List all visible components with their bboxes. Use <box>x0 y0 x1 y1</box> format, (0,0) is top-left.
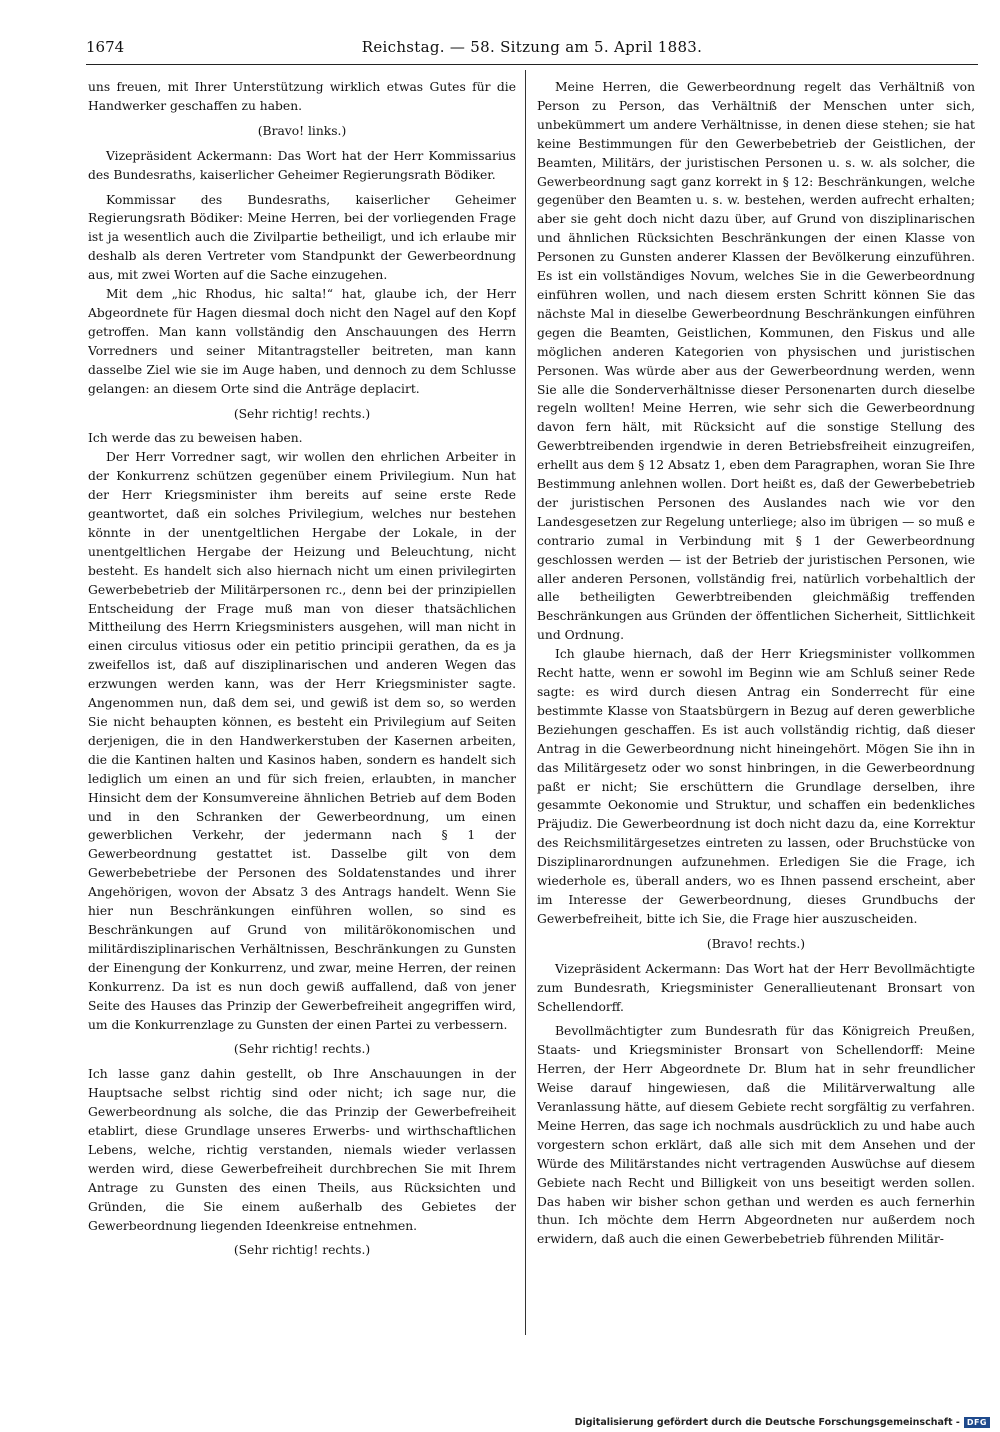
interjection: (Bravo! links.) <box>257 123 347 138</box>
paragraph: Vizepräsident Ackermann: Das Wort hat der Herr Bevollmächtigte zum Bundesrath, Kriegsminister Generallieutenant Bronsart von Schellendorff. <box>537 961 975 1014</box>
paragraph: Ich werde das zu beweisen haben. <box>88 431 303 446</box>
right-column <box>537 78 975 1340</box>
page-title: Reichstag. — 58. Sitzung am 5. April 1883. <box>361 38 703 56</box>
footer <box>575 1415 990 1429</box>
column-divider <box>525 70 526 1335</box>
paragraph: Mit dem „hic Rhodus, hic salta!“ hat, glaube ich, der Herr Abgeordnete für Hagen diesmal doch nicht den Nagel auf den Kopf getroffen. Man kann vollständig den Anschauungen des Herrn Vorredners und seiner Mitantragsteller beitreten, man kann dasselbe Ziel wie sie im Auge haben, und dennoch zu dem Schlusse gelangen: an diesem Orte sind die Anträge deplacirt. <box>88 287 516 396</box>
page-header <box>86 36 978 62</box>
paragraph: Meine Herren, die Gewerbeordnung regelt das Verhältniß von Person zu Person, das Verhältniß der Menschen unter sich, unbekümmert um andere Verhältnisse, in denen diese stehen; sie hat keine Bestimmungen für den Gewerbebetrieb der Geistlichen, der Beamten, Militärs, der juristischen Personen u. s. w. als solcher, die Gewerbeordnung sagt ganz korrekt in § 12: Beschränkungen, welche gegenüber den Beamten u. s. w. bestehen, werden aufrecht erhalten; aber sie geht doch nicht dazu über, auf Grund von disziplinarischen und ähnlichen Rücksichten Beschränkungen der einen Klasse von Personen zu Gunsten anderer Klassen der Bevölkerung einzuführen. Es ist ein vollständiges Novum, welches Sie in die Gewerbeordnung einführen wollen, und nach diesem ersten Schritt können Sie das nächste Mal in dieselbe Gewerbeordnung Beschränkungen einführen gegen die Beamten, Geistlichen, Kommunen, den Fiskus und alle möglichen anderen Kategorien von physischen und juristischen Personen. Was würde aber aus der Gewerbeordnung werden, wenn Sie alle die Sonderverhältnisse dieser Personenarten durch dieselbe regeln wollten! Meine Herren, wie sehr sich die Gewerbeordnung davon fern hält, mit Rücksicht auf die sonstige Stellung des Gewerbtreibenden irgendwie in deren Betriebsfreiheit einzugreifen, erhellt aus dem § 12 Absatz 1, eben dem Paragraphen, woran Sie Ihre Bestimmung anlehnen wollen. Dort heißt es, daß der Gewerbebetrieb der juristischen Personen des Auslandes nach wie vor den Landesgesetzen zur Regelung unterliege; also im übrigen — so muß e contrario zumal in Verbindung mit § 1 der Gewerbeordnung geschlossen werden — ist der Betrieb der juristischen Personen, wie aller anderen Personen, vollständig frei, natürlich vorbehaltlich der alle betheiligten Gewerbtreibenden gleichmäßig treffenden Beschränkungen aus Gründen der öffentlichen Sicherheit, Sittlichkeit und Ordnung. <box>537 80 975 643</box>
paragraph: Ich lasse ganz dahin gestellt, ob Ihre Anschauungen in der Hauptsache selbst richtig sind oder nicht; ich sage nur, die Gewerbeordnung als solche, die das Prinzip der Gewerbefreiheit etablirt, diese Grundlage unseres Erwerbs- und wirthschaftlichen Lebens, welche, richtig verstanden, niemals wieder verlassen werden wird, diese Gewerbefreiheit durchbrechen Sie mit Ihrem Antrage zu Gunsten des einen Theils, aus Rücksichten und Gründen, die Sie einem außerhalb des Gebietes der Gewerbeordnung liegenden Ideenkreise entnehmen. <box>88 1067 516 1233</box>
interjection: (Bravo! rechts.) <box>706 936 806 951</box>
paragraph: Ich glaube hiernach, daß der Herr Kriegsminister vollkommen Recht hatte, wenn er sowohl im Beginn wie am Schluß seiner Rede sagte: es wird durch diesen Antrag ein Sonderrecht für eine bestimmte Klasse von Staatsbürgern in Bezug auf deren gewerbliche Beziehungen geschaffen. Es ist auch vollständig richtig, daß dieser Antrag in die Gewerbeordnung nicht hineingehört. Mögen Sie ihn in das Militärgesetz oder wo sonst hinbringen, in die Gewerbeordnung paßt er nicht; Sie erschüttern die Grundlage derselben, ihre gesammte Oekonomie und Struktur, und schaffen ein bedenkliches Präjudiz. Die Gewerbeordnung ist doch nicht dazu da, eine Korrektur des Reichsmilitärgesetzes eintreten zu lassen, oder Bruchstücke von Disziplinarordnungen aufzunehmen. Erledigen Sie die Frage, ich wiederhole es, überall anders, wo es Ihnen passend erscheint, aber im Interesse der Gewerbeordnung, dieses Grundbuchs der Gewerbefreiheit, bitte ich Sie, die Frage hier auszuscheiden. <box>537 647 975 926</box>
paragraph: uns freuen, mit Ihrer Unterstützung wirklich etwas Gutes für die Handwerker geschaffen zu haben. <box>88 80 516 113</box>
left-column <box>88 78 516 1340</box>
paragraph: Vizepräsident Ackermann: Das Wort hat der Herr Kommissarius des Bundesraths, kaiserlicher Geheimer Regierungsrath Bödiker. <box>88 148 516 182</box>
paragraph: Kommissar des Bundesraths, kaiserlicher Geheimer Regierungsrath Bödiker: Meine Herren, bei der vorliegenden Frage ist ja wesentlich auch die Zivilpartie betheiligt, und ich erlaube mir deshalb als deren Vertreter vom Standpunkt der Gewerbeordnung aus, mit zwei Worten auf die Sache einzugehen. <box>88 192 516 283</box>
footer-credit: Digitalisierung gefördert durch die Deutsche Forschungsgemeinschaft - <box>574 1416 960 1428</box>
interjection: (Sehr richtig! rechts.) <box>233 1243 371 1258</box>
interjection: (Sehr richtig! rechts.) <box>233 406 371 421</box>
paragraph: Der Herr Vorredner sagt, wir wollen den ehrlichen Arbeiter in der Konkurrenz schützen gegenüber einem Privilegium. Nun hat der Herr Kriegsminister ihm bereits auf seine erste Rede geantwortet, daß ein solches Privilegium, welches nur bestehen könnte in der unentgeltlichen Hergabe der Lokale, in der unentgeltlichen Hergabe der Heizung und Beleuchtung, nicht besteht. Es handelt sich also hiernach nicht um einen privilegirten Gewerbebetrieb der Militärpersonen rc., denn bei der prinzipiellen Entscheidung der Frage muß man von dieser thatsächlichen Mittheilung des Herrn Kriegsministers ausgehen, will man nicht in einen circulus vitiosus oder ein petitio principii gerathen, da es ja zweifellos ist, daß auf disziplinarischen und anderen Wegen das erzwungen werden kann, was der Herr Kriegsminister sagte. Angenommen nun, daß dem sei, und gewiß ist dem so, so werden Sie nicht behaupten können, es besteht ein Privilegium auf Seiten derjenigen, die in den Handwerkerstuben der Kasernen arbeiten, die die Kantinen halten und Kasinos haben, sondern es handelt sich lediglich um einen an und für sich freien, erlaubten, in mancher Hinsicht dem der Konsumvereine ähnlichen Betrieb auf dem Boden und in den Schranken der Gewerbeordnung, um einen gewerblichen Verkehr, der jedermann nach § 1 der Gewerbeordnung gestattet ist. Dasselbe gilt von dem Gewerbebetriebe der Personen des Soldatenstandes und ihrer Angehörigen, wovon der Absatz 3 des Antrags handelt. Wenn Sie hier nun Beschränkungen einführen wollen, so sind es Beschränkungen auf Grund von militärökonomischen und militärdisziplinarischen Verhältnissen, Beschränkungen zu Gunsten der Einengung der Konkurrenz, und zwar, meine Herren, der reinen Konkurrenz. Da ist es nun doch gewiß auffallend, daß von jener Seite des Hauses das Prinzip der Gewerbefreiheit angegriffen wird, um die Konkurrenzlage zu Gunsten der einen Partei zu verbessern. <box>88 450 516 1032</box>
header-rule <box>86 64 978 65</box>
interjection: (Sehr richtig! rechts.) <box>233 1042 371 1057</box>
page-number: 1674 <box>86 38 125 56</box>
paragraph: Bevollmächtigter zum Bundesrath für das Königreich Preußen, Staats- und Kriegsminister Bronsart von Schellendorff: Meine Herren, der Herr Abgeordnete Dr. Blum hat in sehr freundlicher Weise darauf hingewiesen, daß die Militärverwaltung alle Veranlassung hätte, auf diesem Gebiete recht sorgfältig zu verfahren. Meine Herren, das sage ich nochmals ausdrücklich zu und habe auch vorgestern schon erklärt, daß alle sich mit dem Ansehen und der Würde des Militärstandes nicht vertragenden Auswüchse auf diesem Gebiete nach Recht und Billigkeit von uns beseitigt werden sollen. Das haben wir bisher schon gethan und werden es auch fernerhin thun. Ich möchte dem Herrn Abgeordneten nur außerdem noch erwidern, daß auch die einen Gewerbebetrieb führenden Militär- <box>537 1024 975 1247</box>
dfg-logo: DFG <box>964 1417 990 1428</box>
